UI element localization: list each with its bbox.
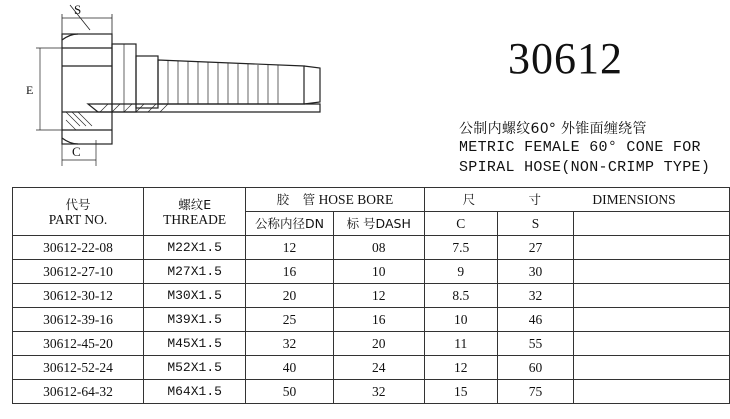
cell-s: 30 <box>497 260 573 284</box>
cell-dash: 16 <box>333 308 424 332</box>
cell-dash: 32 <box>333 380 424 404</box>
cell-dn: 25 <box>246 308 334 332</box>
fitting-drawing <box>0 0 340 185</box>
cell-thread: M22X1.5 <box>144 236 246 260</box>
part-number-title: 30612 <box>508 34 623 83</box>
cell-s: 75 <box>497 380 573 404</box>
cell-dash: 20 <box>333 332 424 356</box>
header-dim-en: DIMENSIONS <box>592 192 676 207</box>
label-s: S <box>74 2 82 17</box>
cell-dash: 12 <box>333 284 424 308</box>
table-row <box>13 236 730 260</box>
cell-part-no: 30612-45-20 <box>13 332 144 356</box>
cell-s: 32 <box>497 284 573 308</box>
cell-c: 8.5 <box>424 284 497 308</box>
cell-part-no: 30612-22-08 <box>13 236 144 260</box>
cell-dash: 24 <box>333 356 424 380</box>
cell-dn: 40 <box>246 356 334 380</box>
header-c: C <box>424 212 497 236</box>
table-row <box>13 356 730 380</box>
table-row <box>13 332 730 356</box>
header-blank <box>574 212 730 236</box>
cell-thread: M64X1.5 <box>144 380 246 404</box>
header-dn: 公称内径DN <box>246 212 334 236</box>
cell-dn: 20 <box>246 284 334 308</box>
cell-s: 27 <box>497 236 573 260</box>
cell-c: 12 <box>424 356 497 380</box>
table-row <box>13 284 730 308</box>
cell-dn: 32 <box>246 332 334 356</box>
header-hose-en: HOSE BORE <box>318 192 394 207</box>
table-row <box>13 308 730 332</box>
cell-blank <box>574 308 730 332</box>
cell-c: 10 <box>424 308 497 332</box>
cell-blank <box>574 356 730 380</box>
cell-blank <box>574 332 730 356</box>
cell-part-no: 30612-30-12 <box>13 284 144 308</box>
cell-dash: 10 <box>333 260 424 284</box>
cell-s: 60 <box>497 356 573 380</box>
header-thread-cn: 螺纹E <box>178 196 212 212</box>
cell-thread: M52X1.5 <box>144 356 246 380</box>
cell-thread: M39X1.5 <box>144 308 246 332</box>
header-part-en: PART NO. <box>48 211 108 227</box>
cell-dash: 08 <box>333 236 424 260</box>
header-hose-bore <box>246 188 424 212</box>
cell-dn: 12 <box>246 236 334 260</box>
cell-s: 46 <box>497 308 573 332</box>
cell-blank <box>574 380 730 404</box>
cell-blank <box>574 236 730 260</box>
cell-blank <box>574 260 730 284</box>
cell-part-no: 30612-64-32 <box>13 380 144 404</box>
cell-s: 55 <box>497 332 573 356</box>
header-dim-cn2: 寸 <box>528 192 542 207</box>
cell-c: 7.5 <box>424 236 497 260</box>
description-english-line2: SPIRAL HOSE(NON-CRIMP TYPE) <box>459 159 711 176</box>
header-dash: 标 号DASH <box>333 212 424 236</box>
header-dim-cn1: 尺 <box>462 192 476 207</box>
cell-thread: M45X1.5 <box>144 332 246 356</box>
cell-c: 9 <box>424 260 497 284</box>
label-c: C <box>72 144 81 159</box>
header-thread-en: THREADE <box>163 211 227 227</box>
spec-table <box>12 187 730 404</box>
cell-c: 11 <box>424 332 497 356</box>
header-hose-cn2: 管 <box>302 192 316 207</box>
table-row <box>13 380 730 404</box>
cell-blank <box>574 284 730 308</box>
table-header-row <box>13 188 730 212</box>
header-s: S <box>497 212 573 236</box>
description-english-line1: METRIC FEMALE 60° CONE FOR <box>459 139 701 156</box>
header-hose-cn1: 胶 <box>276 192 290 207</box>
cell-thread: M30X1.5 <box>144 284 246 308</box>
cell-part-no: 30612-52-24 <box>13 356 144 380</box>
header-thread <box>144 188 246 236</box>
cell-part-no: 30612-27-10 <box>13 260 144 284</box>
cell-part-no: 30612-39-16 <box>13 308 144 332</box>
cell-c: 15 <box>424 380 497 404</box>
cell-dn: 50 <box>246 380 334 404</box>
spec-table-body <box>13 236 730 404</box>
header-part-no <box>13 188 144 236</box>
description-chinese: 公制内螺纹60° 外锥面缠绕管 <box>459 121 647 137</box>
cell-dn: 16 <box>246 260 334 284</box>
header-part-cn: 代号 <box>65 196 91 212</box>
header-dimensions <box>424 188 729 212</box>
label-e: E <box>26 83 34 97</box>
table-row <box>13 260 730 284</box>
cell-thread: M27X1.5 <box>144 260 246 284</box>
